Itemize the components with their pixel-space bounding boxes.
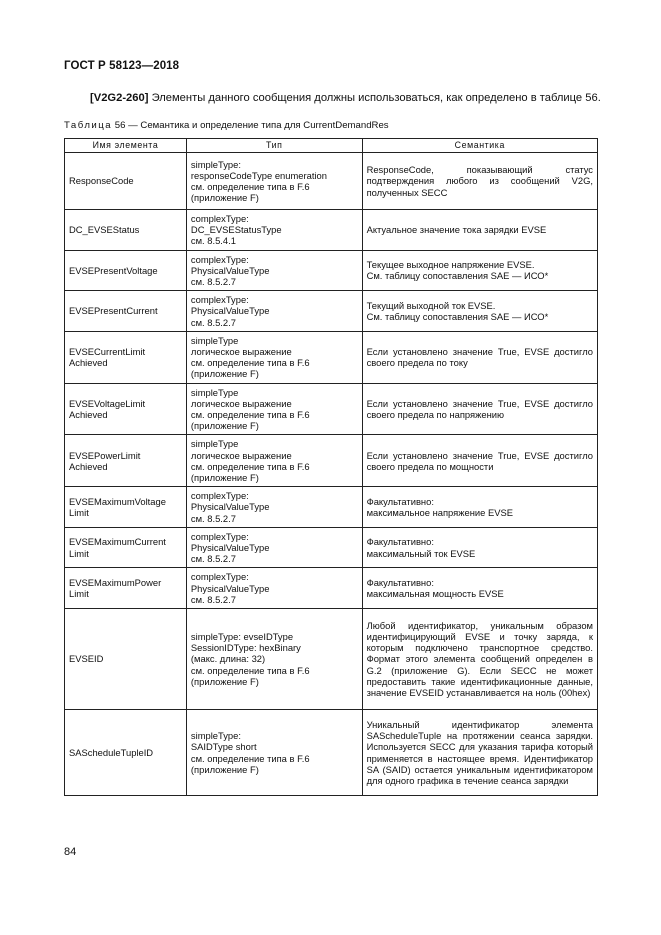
table-row [65,210,598,251]
element-name-cell: EVSEMaximumPower Limit [65,568,187,609]
element-name-cell: DC_EVSEStatus [65,210,187,251]
element-name-cell: EVSEPresentVoltage [65,250,187,291]
element-name-cell: EVSEMaximumCurrent Limit [65,527,187,568]
table-row [65,331,598,383]
semantics-cell: Текущее выходное напряжение EVSE. См. таблицу сопоставления SAE — ИСО* [362,250,597,291]
semantics-cell: Текущий выходной ток EVSE. См. таблицу сопоставления SAE — ИСО* [362,291,597,332]
element-name-cell: ResponseCode [65,153,187,210]
semantics-cell: Если установлено значение True, EVSE достигло своего предела по току [362,331,597,383]
type-cell: complexType: PhysicalValueType см. 8.5.2.7 [186,527,362,568]
semantics-cell: Любой идентификатор, уникальным образом идентифицирующий EVSE и точку заряда, к которым подключено транспортное средство. Формат этого элемента сообщений определен в G.2 (приложение G). Если SECC не может предоставить такие идентификационные данные, значение EVSEID устанавливается на ноль (00hex) [362,609,597,710]
requirement-id: [V2G2-260] [90,92,149,104]
type-cell: complexType: PhysicalValueType см. 8.5.2.7 [186,250,362,291]
column-header-semantics: Семантика [362,139,597,153]
semantics-cell: Факультативно: максимальное напряжение EVSE [362,487,597,528]
table-caption-text: 56 — Семантика и определение типа для CurrentDemandRes [114,120,389,131]
intro-text: Элементы данного сообщения должны использоваться, как определено в таблице 56. [151,92,601,104]
intro-paragraph [90,92,610,104]
table-caption-prefix: Таблица [64,120,113,131]
semantics-cell: Уникальный идентификатор элемента SAScheduleTuple на протяжении сеанса зарядки. Используется SECC для указания тарифа который применяется в настоящее время. Идентификатор SA (SAID) остается уникальным идентификатором для одного графика в течение сеанса зарядки [362,710,597,796]
table-row [65,710,598,796]
element-name-cell: SAScheduleTupleID [65,710,187,796]
type-cell: simpleType логическое выражение см. определение типа в F.6 (приложение F) [186,331,362,383]
type-cell: complexType: PhysicalValueType см. 8.5.2.7 [186,487,362,528]
column-header-type: Тип [186,139,362,153]
type-cell: complexType: PhysicalValueType см. 8.5.2.7 [186,291,362,332]
type-cell: simpleType: SAIDType short см. определение типа в F.6 (приложение F) [186,710,362,796]
table-header-row [65,139,598,153]
semantics-cell: Если установлено значение True, EVSE достигло своего предела по мощности [362,435,597,487]
type-cell: complexType: DC_EVSEStatusType см. 8.5.4.1 [186,210,362,251]
table-body [65,153,598,796]
table-row [65,383,598,435]
type-cell: simpleType: responseCodeType enumeration см. определение типа в F.6 (приложение F) [186,153,362,210]
type-cell: simpleType логическое выражение см. определение типа в F.6 (приложение F) [186,435,362,487]
document-header: ГОСТ Р 58123—2018 [64,60,180,72]
table-caption [64,120,389,131]
table-row [65,527,598,568]
table-row [65,568,598,609]
page-number: 84 [64,846,77,858]
semantics-cell: Факультативно: максимальная мощность EVSE [362,568,597,609]
element-name-cell: EVSEPowerLimit Achieved [65,435,187,487]
element-name-cell: EVSEVoltageLimit Achieved [65,383,187,435]
semantics-cell: Актуальное значение тока зарядки EVSE [362,210,597,251]
element-name-cell: EVSEID [65,609,187,710]
column-header-name: Имя элемента [65,139,187,153]
semantics-table [64,138,598,796]
semantics-cell: Если установлено значение True, EVSE достигло своего предела по напряжению [362,383,597,435]
semantics-cell: Факультативно: максимальный ток EVSE [362,527,597,568]
type-cell: simpleType: evseIDType SessionIDType: hexBinary (макс. длина: 32) см. определение типа в F.6 (приложение F) [186,609,362,710]
table-row [65,250,598,291]
element-name-cell: EVSECurrentLimit Achieved [65,331,187,383]
semantics-cell: ResponseCode, показывающий статус подтверждения любого из сообщений V2G, полученных SECC [362,153,597,210]
table-row [65,153,598,210]
table-row [65,435,598,487]
type-cell: complexType: PhysicalValueType см. 8.5.2.7 [186,568,362,609]
element-name-cell: EVSEMaximumVoltage Limit [65,487,187,528]
type-cell: simpleType логическое выражение см. определение типа в F.6 (приложение F) [186,383,362,435]
table-row [65,609,598,710]
table-row [65,291,598,332]
element-name-cell: EVSEPresentCurrent [65,291,187,332]
table-row [65,487,598,528]
